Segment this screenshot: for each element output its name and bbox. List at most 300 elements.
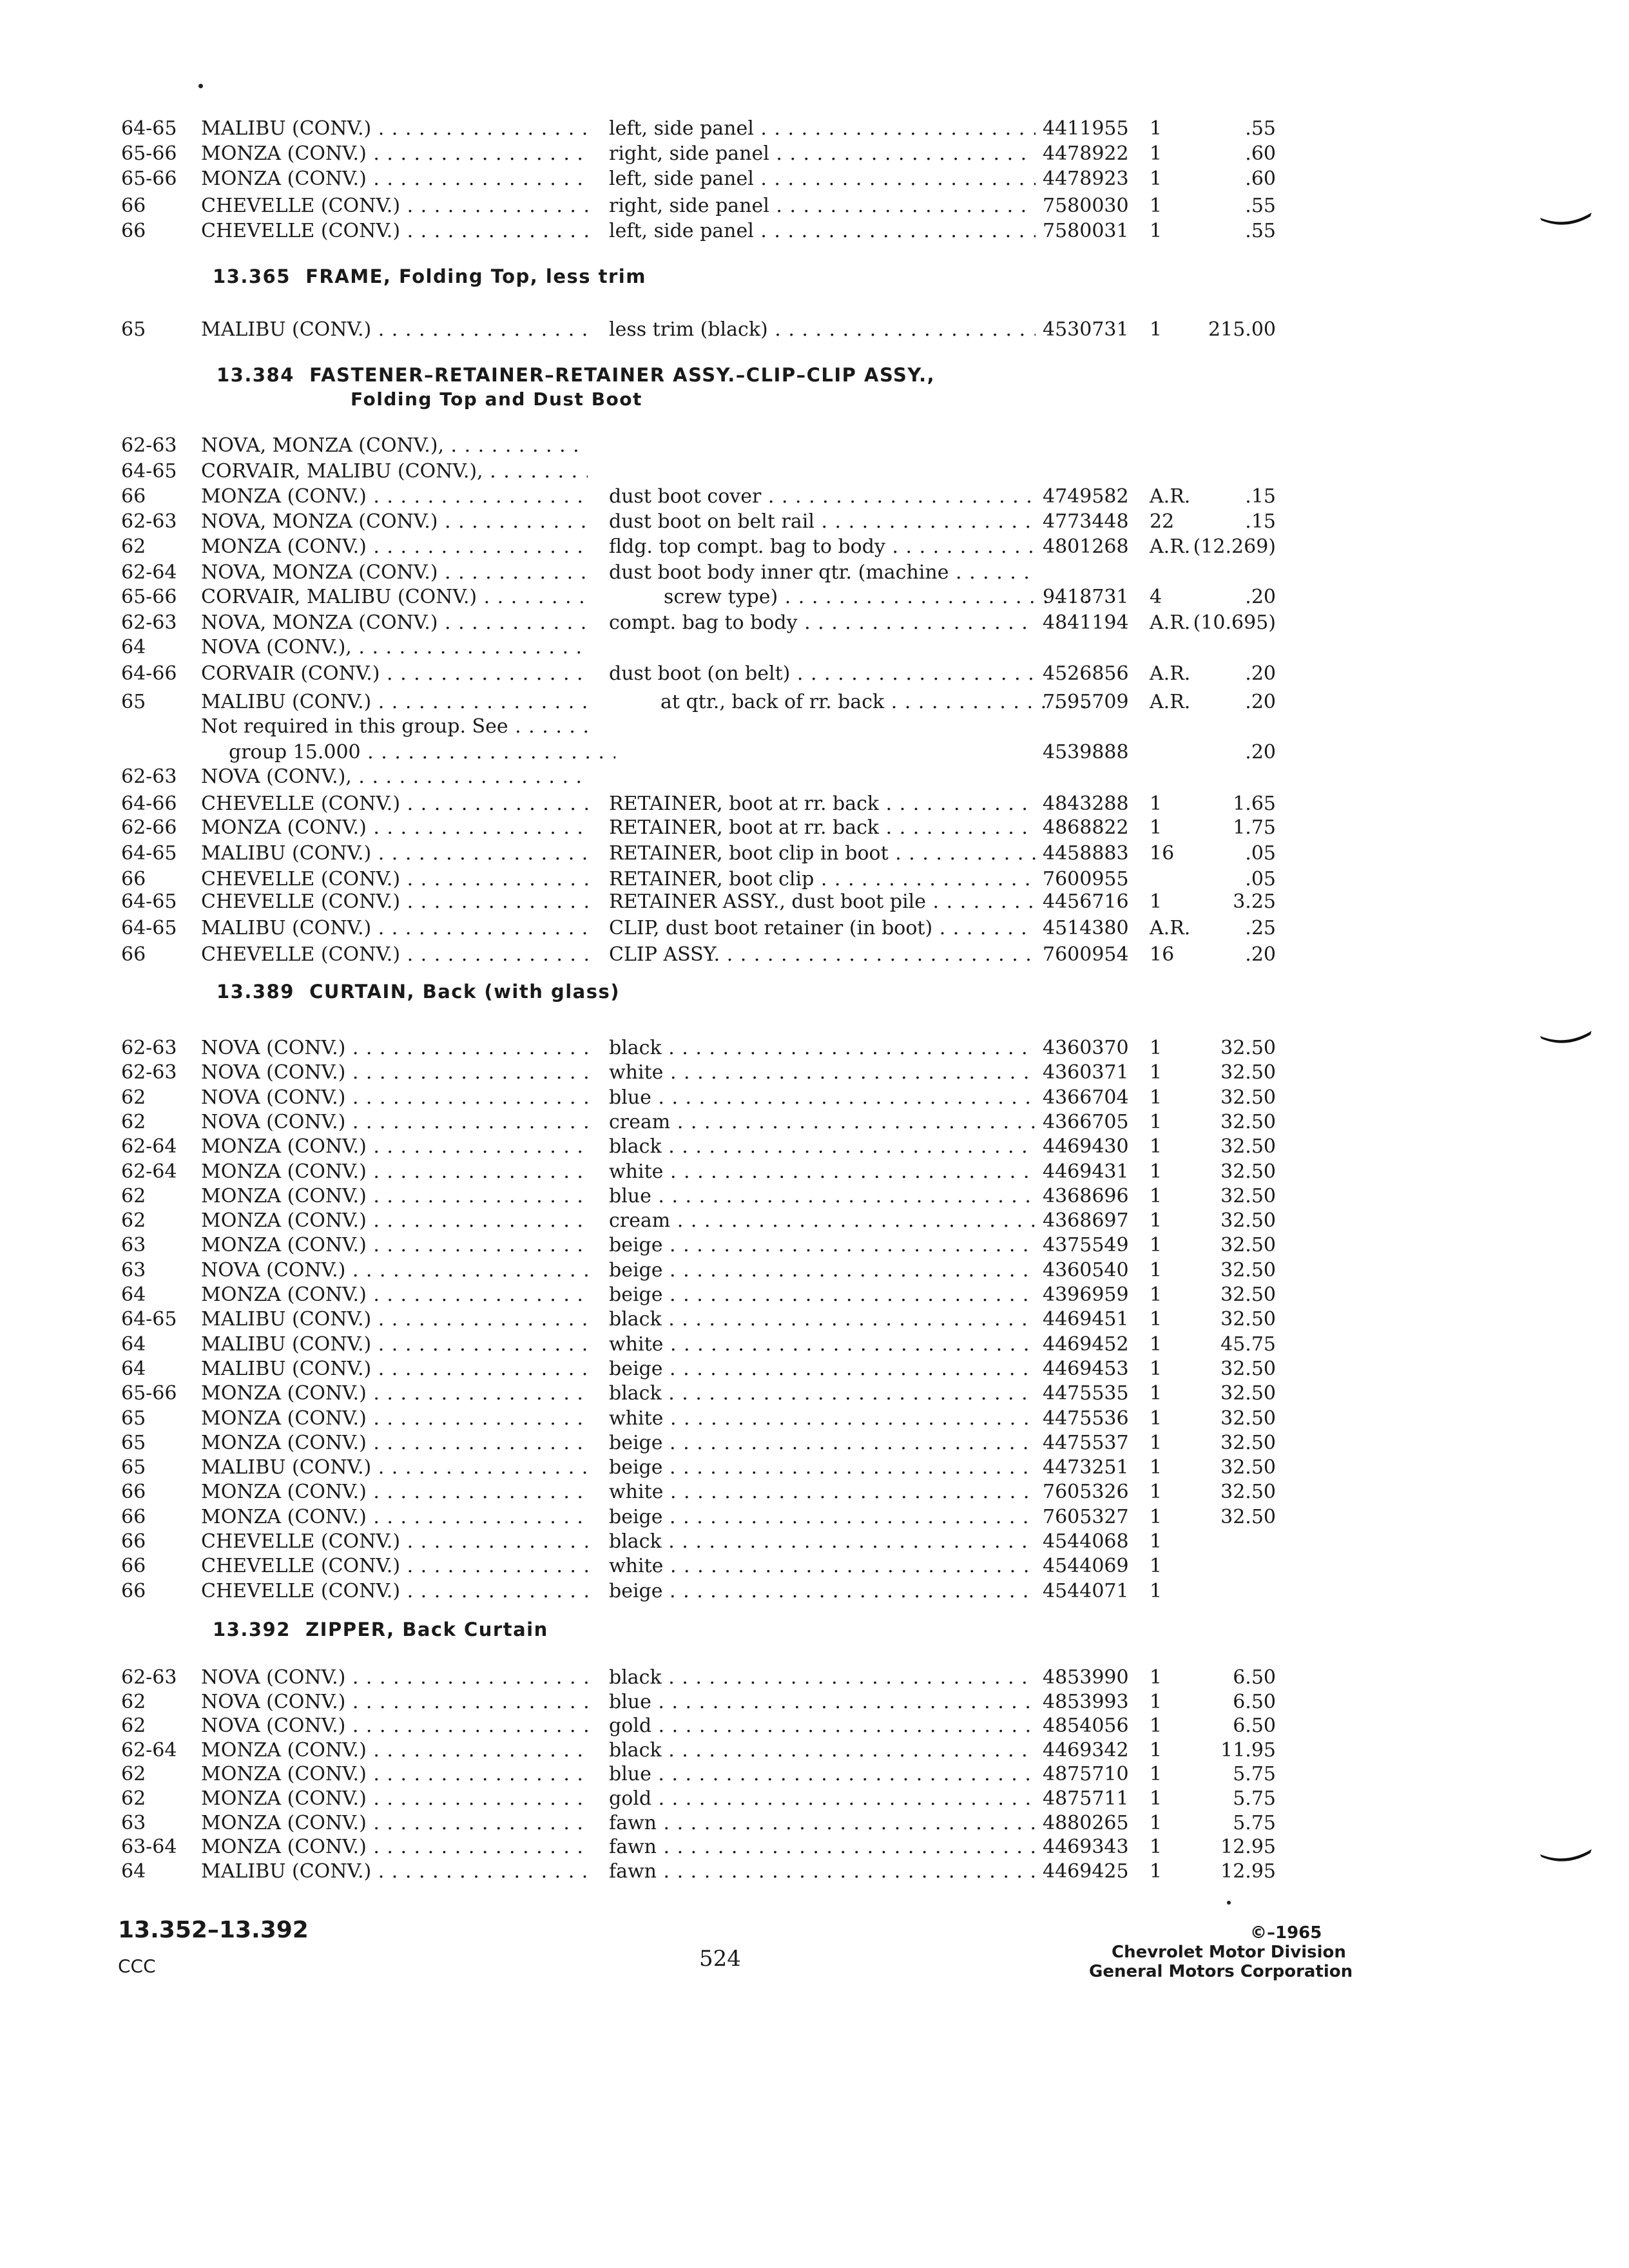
desc-cell: fawn . . . xyxy=(609,1859,1036,1885)
qty-cell: 1 xyxy=(1150,1209,1162,1232)
table-row: 62 MONZA (CONV.) . . . fldg. top compt. bag to body . . . 4801268 A.R. (12.269) xyxy=(0,534,1629,560)
model-cell: CHEVELLE (CONV.) . . . xyxy=(201,218,588,244)
model-cell: CORVAIR, MALIBU (CONV.) . . . xyxy=(201,584,588,610)
qty-cell: A.R. xyxy=(1150,917,1191,939)
part-number: 4773448 xyxy=(1043,510,1129,533)
model-cell: CHEVELLE (CONV.) . . . xyxy=(201,942,588,968)
table-row: 62-63 NOVA (CONV.) . . . black . . . 4853990 1 6.50 xyxy=(0,1665,1629,1691)
model-cell: MONZA (CONV.) . . . xyxy=(201,1282,588,1308)
table-row: 64 MALIBU (CONV.) . . . fawn . . . 4469425 1 12.95 xyxy=(0,1859,1629,1885)
model-cell: MONZA (CONV.) . . . xyxy=(201,1208,588,1234)
model-cell: MALIBU (CONV.) . . . xyxy=(201,1455,588,1481)
part-number: 4456716 xyxy=(1043,890,1129,913)
section-code: 13.384 xyxy=(217,364,294,386)
qty-cell: 1 xyxy=(1150,1691,1162,1713)
table-row xyxy=(0,560,1629,586)
model-cell: NOVA (CONV.) . . . xyxy=(201,1035,588,1061)
part-number: 4469431 xyxy=(1043,1160,1129,1183)
model-cell: MONZA (CONV.) . . . xyxy=(201,1811,588,1836)
qty-cell: 1 xyxy=(1150,1481,1162,1503)
year-cell: 64-66 xyxy=(121,662,177,685)
table-row: 63 NOVA (CONV.) . . . beige . . . 4360540 1 32.50 xyxy=(0,1258,1629,1283)
model-cell: MONZA (CONV.) . . . xyxy=(201,1134,588,1160)
table-row: 66 MONZA (CONV.) . . . white . . . 7605326 1 32.50 xyxy=(0,1479,1629,1505)
desc-cell: dust boot (on belt) . . . xyxy=(609,661,1036,687)
qty-cell: 1 xyxy=(1150,816,1162,839)
section-heading xyxy=(217,981,620,1003)
year-cell: 64-65 xyxy=(121,117,177,140)
desc-cell: white . . . xyxy=(609,1479,1036,1505)
desc-cell: black . . . xyxy=(609,1035,1036,1061)
year-cell: 62 xyxy=(121,535,146,558)
desc-cell: black . . . xyxy=(609,1665,1036,1691)
year-cell: 64 xyxy=(121,1860,146,1883)
section-heading xyxy=(213,265,646,287)
qty-cell: 1 xyxy=(1150,1135,1162,1158)
part-number: 7600954 xyxy=(1043,943,1129,966)
model-cell: NOVA (CONV.) . . . xyxy=(201,1085,588,1111)
section-heading xyxy=(217,364,935,410)
year-cell: 64-65 xyxy=(121,890,177,913)
part-number: 4853993 xyxy=(1043,1691,1129,1713)
table-row: 66 MONZA (CONV.) . . . dust boot cover . . . 4749582 A.R. .15 xyxy=(0,484,1629,510)
table-row: 65-66 MONZA (CONV.) . . . right, side panel . . . 4478922 1 .60 xyxy=(0,141,1629,167)
table-row: 65-66 MONZA (CONV.) . . . black . . . 4475535 1 32.50 xyxy=(0,1381,1629,1407)
model-cell: MONZA (CONV.) . . . xyxy=(201,1184,588,1209)
table-row: 64-66 CHEVELLE (CONV.) . . . RETAINER, boot at rr. back . . . 4843288 1 1.65 xyxy=(0,791,1629,817)
qty-cell: 1 xyxy=(1150,1358,1162,1380)
desc-cell: RETAINER, boot clip . . . xyxy=(609,867,1036,892)
qty-cell: 1 xyxy=(1150,1086,1162,1109)
binding-mark xyxy=(1540,1849,1592,1863)
part-number: 4544071 xyxy=(1043,1580,1129,1602)
table-row xyxy=(0,1529,1629,1555)
table-row: 65 MONZA (CONV.) . . . white . . . 4475536 1 32.50 xyxy=(0,1406,1629,1432)
desc-cell: RETAINER, boot clip in boot . . . xyxy=(609,841,1036,867)
model-cell: MONZA (CONV.) . . . xyxy=(201,1430,588,1456)
year-cell: 64-66 xyxy=(121,793,177,815)
table-row: 64 MALIBU (CONV.) . . . white . . . 4469452 1 45.75 xyxy=(0,1332,1629,1358)
qty-cell: 1 xyxy=(1150,1530,1162,1553)
part-number: 4469451 xyxy=(1043,1308,1129,1331)
model-cell: NOVA (CONV.) . . . xyxy=(201,1110,588,1135)
desc-cell: fawn . . . xyxy=(609,1834,1036,1860)
part-number: 4544069 xyxy=(1043,1555,1129,1577)
desc-cell: beige . . . xyxy=(609,1579,1036,1604)
year-cell: 62 xyxy=(121,1209,146,1232)
group-range: 13.352–13.392 xyxy=(118,1917,309,1943)
model-cell: NOVA, MONZA (CONV.), . . . xyxy=(201,433,588,459)
table-row: group 15.000 . . . 4539888 .20 xyxy=(0,740,1629,765)
table-row: 62-63 NOVA, MONZA (CONV.) . . . compt. bag to body . . . 4841194 A.R. (10.695) xyxy=(0,610,1629,636)
year-cell: 62-63 xyxy=(121,510,177,533)
desc-cell: CLIP ASSY. . . . xyxy=(609,942,1036,968)
qty-cell: 1 xyxy=(1150,1812,1162,1834)
part-number: 4366704 xyxy=(1043,1086,1129,1109)
part-number: 7580031 xyxy=(1043,220,1129,242)
part-number: 7595709 xyxy=(1043,691,1129,713)
year-cell: 65-66 xyxy=(121,586,177,608)
table-row: 62 MONZA (CONV.) . . . gold . . . 4875711 1 5.75 xyxy=(0,1786,1629,1812)
part-number: 4526856 xyxy=(1043,662,1129,685)
desc-cell: right, side panel . . . xyxy=(609,141,1036,167)
year-cell: 66 xyxy=(121,1530,146,1553)
qty-cell: A.R. xyxy=(1150,535,1191,558)
part-number: 4411955 xyxy=(1043,117,1129,140)
year-cell: 62 xyxy=(121,1763,146,1785)
desc-cell: beige . . . xyxy=(609,1258,1036,1283)
desc-cell: beige . . . xyxy=(609,1233,1036,1258)
model-cell: MONZA (CONV.) . . . xyxy=(201,1738,588,1763)
part-number: 4473251 xyxy=(1043,1456,1129,1479)
table-row: 64-65 MALIBU (CONV.) . . . left, side panel . . . 4411955 1 .55 xyxy=(0,116,1629,142)
part-number: 7605327 xyxy=(1043,1506,1129,1528)
qty-cell: 1 xyxy=(1150,1763,1162,1785)
desc-cell: white . . . xyxy=(609,1553,1036,1579)
part-number: 4875710 xyxy=(1043,1763,1129,1785)
model-cell: MONZA (CONV.) . . . xyxy=(201,1233,588,1258)
qty-cell: 16 xyxy=(1150,842,1175,865)
desc-cell: less trim (black) . . . xyxy=(609,317,1036,343)
part-number: 4469342 xyxy=(1043,1739,1129,1762)
desc-cell: black . . . xyxy=(609,1529,1036,1555)
year-cell: 62-64 xyxy=(121,1739,177,1762)
model-cell: MALIBU (CONV.) . . . xyxy=(201,841,588,867)
qty-cell: 1 xyxy=(1150,318,1162,341)
part-number: 4530731 xyxy=(1043,318,1129,341)
qty-cell: 1 xyxy=(1150,1739,1162,1762)
section-subtitle: Folding Top and Dust Boot xyxy=(351,389,642,410)
part-number: 4478922 xyxy=(1043,142,1129,165)
desc-cell: right, side panel . . . xyxy=(609,193,1036,219)
desc-cell: blue . . . xyxy=(609,1762,1036,1787)
table-row: 65-66 CORVAIR, MALIBU (CONV.) . . . screw type) . . . 9418731 4 .20 xyxy=(0,584,1629,610)
table-row: 63-64 MONZA (CONV.) . . . fawn . . . 4469343 1 12.95 xyxy=(0,1834,1629,1860)
table-row: 64-65 MALIBU (CONV.) . . . RETAINER, boot clip in boot . . . 4458883 16 .05 xyxy=(0,841,1629,867)
year-cell: 66 xyxy=(121,195,146,217)
part-number: 4475537 xyxy=(1043,1432,1129,1454)
qty-cell: 1 xyxy=(1150,1407,1162,1430)
page-number: 524 xyxy=(699,1946,741,1972)
model-cell: MONZA (CONV.) . . . xyxy=(201,534,588,560)
table-row xyxy=(0,764,1629,790)
part-number: 4514380 xyxy=(1043,917,1129,939)
year-cell: 64 xyxy=(121,636,146,658)
table-row: 62 MONZA (CONV.) . . . cream . . . 4368697 1 32.50 xyxy=(0,1208,1629,1234)
part-number: 4868822 xyxy=(1043,816,1129,839)
year-cell: 62-63 xyxy=(121,1037,177,1059)
model-cell: NOVA (CONV.) . . . xyxy=(201,1689,588,1715)
table-row: 66 CHEVELLE (CONV.) . . . CLIP ASSY. . . . 7600954 16 .20 xyxy=(0,942,1629,968)
desc-cell: beige . . . xyxy=(609,1455,1036,1481)
model-cell: NOVA (CONV.) . . . xyxy=(201,1665,588,1691)
model-cell: NOVA (CONV.), . . . xyxy=(201,764,588,790)
table-row: 66 CHEVELLE (CONV.) . . . RETAINER, boot clip . . . 7600955 .05 xyxy=(0,867,1629,892)
table-row: 62-66 MONZA (CONV.) . . . RETAINER, boot at rr. back . . . 4868822 1 1.75 xyxy=(0,815,1629,841)
model-cell: MONZA (CONV.) . . . xyxy=(201,484,588,510)
copyright: ©–1965 xyxy=(1250,1923,1322,1943)
part-number: 4853990 xyxy=(1043,1666,1129,1689)
model-cell: MONZA (CONV.) . . . xyxy=(201,1834,588,1860)
desc-cell: beige . . . xyxy=(609,1504,1036,1530)
part-number: 4469343 xyxy=(1043,1836,1129,1858)
model-cell: CORVAIR (CONV.) . . . xyxy=(201,661,588,687)
table-row: 63 MONZA (CONV.) . . . beige . . . 4375549 1 32.50 xyxy=(0,1233,1629,1258)
year-cell: 62-64 xyxy=(121,561,177,584)
year-cell: 62 xyxy=(121,1787,146,1810)
desc-cell: beige . . . xyxy=(609,1356,1036,1382)
table-row: 62 NOVA (CONV.) . . . blue . . . 4366704 1 32.50 xyxy=(0,1085,1629,1111)
part-number: 4841194 xyxy=(1043,611,1129,634)
ink-dot xyxy=(1227,1901,1231,1905)
table-row: 62 NOVA (CONV.) . . . blue . . . 4853993 1 6.50 xyxy=(0,1689,1629,1715)
part-number: 4396959 xyxy=(1043,1283,1129,1306)
model-cell: MONZA (CONV.) . . . xyxy=(201,166,588,192)
qty-cell: 22 xyxy=(1150,510,1175,533)
qty-cell: 1 xyxy=(1150,1185,1162,1207)
table-row: 64-65 MALIBU (CONV.) . . . CLIP, dust boot retainer (in boot) . . . 4514380 A.R. .25 xyxy=(0,916,1629,941)
model-cell: Not required in this group. See . . . xyxy=(201,714,588,740)
section-heading xyxy=(213,1619,548,1640)
model-cell: MONZA (CONV.) . . . xyxy=(201,1159,588,1185)
section-code: 13.392 xyxy=(213,1619,291,1640)
model-cell: CHEVELLE (CONV.) . . . xyxy=(201,1553,588,1579)
desc-cell: dust boot on belt rail . . . xyxy=(609,509,1036,535)
year-cell: 66 xyxy=(121,1506,146,1528)
desc-cell: cream . . . xyxy=(609,1208,1036,1234)
model-cell: MONZA (CONV.) . . . xyxy=(201,1406,588,1432)
desc-cell: blue . . . xyxy=(609,1085,1036,1111)
model-cell: MALIBU (CONV.) . . . xyxy=(201,689,588,715)
part-number: 4843288 xyxy=(1043,793,1129,815)
qty-cell: 1 xyxy=(1150,1382,1162,1405)
table-row: 65 MONZA (CONV.) . . . beige . . . 4475537 1 32.50 xyxy=(0,1430,1629,1456)
qty-cell: 1 xyxy=(1150,168,1162,190)
year-cell: 62 xyxy=(121,1691,146,1713)
year-cell: 62-63 xyxy=(121,1061,177,1084)
year-cell: 62-63 xyxy=(121,434,177,457)
model-cell: group 15.000 . . . xyxy=(229,740,615,765)
part-number: 4475535 xyxy=(1043,1382,1129,1405)
qty-cell: A.R. xyxy=(1150,691,1191,713)
qty-cell: 1 xyxy=(1150,1456,1162,1479)
year-cell: 62 xyxy=(121,1111,146,1133)
part-number: 7580030 xyxy=(1043,195,1129,217)
section-title: FRAME, Folding Top, less trim xyxy=(305,265,646,287)
qty-cell: 1 xyxy=(1150,1283,1162,1306)
part-number: 4375549 xyxy=(1043,1234,1129,1256)
part-number: 7600955 xyxy=(1043,868,1129,890)
desc-cell: fldg. top compt. bag to body . . . xyxy=(609,534,1036,560)
model-cell: MALIBU (CONV.) . . . xyxy=(201,1307,588,1332)
desc-cell: black . . . xyxy=(609,1738,1036,1763)
qty-cell: 1 xyxy=(1150,195,1162,217)
table-row: 62-64 MONZA (CONV.) . . . black . . . 4469342 1 11.95 xyxy=(0,1738,1629,1763)
part-number: 4360540 xyxy=(1043,1259,1129,1282)
year-cell: 66 xyxy=(121,1580,146,1602)
table-row: 62 MONZA (CONV.) . . . blue . . . 4875710 1 5.75 xyxy=(0,1762,1629,1787)
desc-cell: CLIP, dust boot retainer (in boot) . . . xyxy=(609,916,1036,941)
desc-cell: RETAINER, boot at rr. back . . . xyxy=(609,815,1036,841)
part-number: 4880265 xyxy=(1043,1812,1129,1834)
desc-cell: dust boot body inner qtr. (machine . . . xyxy=(609,560,1036,586)
desc-cell: screw type) . . . xyxy=(664,584,1090,610)
table-row: 62-63 NOVA (CONV.) . . . black . . . 4360370 1 32.50 xyxy=(0,1035,1629,1061)
model-cell: NOVA (CONV.) . . . xyxy=(201,1713,588,1739)
table-row: 64 MALIBU (CONV.) . . . beige . . . 4469453 1 32.50 xyxy=(0,1356,1629,1382)
model-cell: NOVA (CONV.), . . . xyxy=(201,635,588,660)
section-title: CURTAIN, Back (with glass) xyxy=(309,981,621,1003)
model-cell: CHEVELLE (CONV.) . . . xyxy=(201,1529,588,1555)
table-row: 64-65 MALIBU (CONV.) . . . black . . . 4469451 1 32.50 xyxy=(0,1307,1629,1332)
division-name: Chevrolet Motor Division xyxy=(1112,1943,1346,1962)
part-number: 4469430 xyxy=(1043,1135,1129,1158)
year-cell: 66 xyxy=(121,1555,146,1577)
year-cell: 63 xyxy=(121,1259,146,1282)
desc-cell: white . . . xyxy=(609,1060,1036,1086)
model-cell: CHEVELLE (CONV.) . . . xyxy=(201,791,588,817)
qty-cell: 1 xyxy=(1150,1506,1162,1528)
model-cell: NOVA (CONV.) . . . xyxy=(201,1258,588,1283)
model-cell: CHEVELLE (CONV.) . . . xyxy=(201,1579,588,1604)
qty-cell: 1 xyxy=(1150,1308,1162,1331)
year-cell: 62 xyxy=(121,1715,146,1737)
model-cell: MALIBU (CONV.) . . . xyxy=(201,317,588,343)
desc-cell: white . . . xyxy=(609,1159,1036,1185)
year-cell: 64-65 xyxy=(121,917,177,939)
table-row: 65 MALIBU (CONV.) . . . at qtr., back of rr. back . . . 7595709 A.R. .20 xyxy=(0,689,1629,715)
year-cell: 66 xyxy=(121,1481,146,1503)
table-row: 62-64 MONZA (CONV.) . . . white . . . 4469431 1 32.50 xyxy=(0,1159,1629,1185)
desc-cell: compt. bag to body . . . xyxy=(609,610,1036,636)
desc-cell: beige . . . xyxy=(609,1282,1036,1308)
model-cell: MALIBU (CONV.) . . . xyxy=(201,1356,588,1382)
desc-cell: black . . . xyxy=(609,1381,1036,1407)
model-cell: CHEVELLE (CONV.) . . . xyxy=(201,889,588,915)
part-number: 4469425 xyxy=(1043,1860,1129,1883)
table-row: 66 CHEVELLE (CONV.) . . . right, side panel . . . 7580030 1 .55 xyxy=(0,193,1629,219)
model-cell: MONZA (CONV.) . . . xyxy=(201,1786,588,1812)
qty-cell: 1 xyxy=(1150,1234,1162,1256)
model-cell: MONZA (CONV.) . . . xyxy=(201,141,588,167)
model-cell: MONZA (CONV.) . . . xyxy=(201,1381,588,1407)
desc-cell: beige . . . xyxy=(609,1430,1036,1456)
table-row: 64-65 CHEVELLE (CONV.) . . . RETAINER ASSY., dust boot pile . . . 4456716 1 3.25 xyxy=(0,889,1629,915)
qty-cell: 1 xyxy=(1150,1666,1162,1689)
part-number: 4360370 xyxy=(1043,1037,1129,1059)
model-cell: MONZA (CONV.) . . . xyxy=(201,1504,588,1530)
desc-cell: at qtr., back of rr. back . . . xyxy=(660,689,1087,715)
year-cell: 62-66 xyxy=(121,816,177,839)
part-number: 4368697 xyxy=(1043,1209,1129,1232)
desc-cell: RETAINER, boot at rr. back . . . xyxy=(609,791,1036,817)
year-cell: 63 xyxy=(121,1812,146,1834)
desc-cell: black . . . xyxy=(609,1134,1036,1160)
qty-cell: 1 xyxy=(1150,890,1162,913)
desc-cell: white . . . xyxy=(609,1406,1036,1432)
qty-cell: 1 xyxy=(1150,1111,1162,1133)
desc-cell: left, side panel . . . xyxy=(609,116,1036,142)
part-number: 4478923 xyxy=(1043,168,1129,190)
qty-cell: 1 xyxy=(1150,1555,1162,1577)
model-cell: MALIBU (CONV.) . . . xyxy=(201,1332,588,1358)
year-cell: 66 xyxy=(121,943,146,966)
qty-cell: 4 xyxy=(1150,586,1162,608)
desc-cell: white . . . xyxy=(609,1332,1036,1358)
part-number: 9418731 xyxy=(1043,586,1129,608)
part-number: 4360371 xyxy=(1043,1061,1129,1084)
desc-cell: black . . . xyxy=(609,1307,1036,1332)
year-cell: 64-65 xyxy=(121,460,177,483)
year-cell: 64 xyxy=(121,1283,146,1306)
table-row: 66 MONZA (CONV.) . . . beige . . . 7605327 1 32.50 xyxy=(0,1504,1629,1530)
table-row xyxy=(0,459,1629,485)
desc-cell: left, side panel . . . xyxy=(609,166,1036,192)
binding-mark xyxy=(1540,213,1592,227)
table-row: 65-66 MONZA (CONV.) . . . left, side panel . . . 4478923 1 .60 xyxy=(0,166,1629,192)
qty-cell: 1 xyxy=(1150,1432,1162,1454)
model-cell: NOVA, MONZA (CONV.) . . . xyxy=(201,610,588,636)
table-row xyxy=(0,635,1629,660)
table-row: 63 MONZA (CONV.) . . . fawn . . . 4880265 1 5.75 xyxy=(0,1811,1629,1836)
desc-cell: cream . . . xyxy=(609,1110,1036,1135)
model-cell: CHEVELLE (CONV.) . . . xyxy=(201,193,588,219)
table-row: 66 CHEVELLE (CONV.) . . . left, side panel . . . 7580031 1 .55 xyxy=(0,218,1629,244)
desc-cell: left, side panel . . . xyxy=(609,218,1036,244)
part-number: 4544068 xyxy=(1043,1530,1129,1553)
model-cell: MALIBU (CONV.) . . . xyxy=(201,116,588,142)
year-cell: 65 xyxy=(121,691,146,713)
model-cell: MALIBU (CONV.) . . . xyxy=(201,916,588,941)
qty-cell: 1 xyxy=(1150,1787,1162,1810)
table-row: 64 MONZA (CONV.) . . . beige . . . 4396959 1 32.50 xyxy=(0,1282,1629,1308)
model-cell: MONZA (CONV.) . . . xyxy=(201,1762,588,1787)
catalog-code: CCC xyxy=(118,1956,156,1977)
desc-cell: fawn . . . xyxy=(609,1811,1036,1836)
year-cell: 65 xyxy=(121,1432,146,1454)
model-cell: CHEVELLE (CONV.) . . . xyxy=(201,867,588,892)
year-cell: 62-63 xyxy=(121,1666,177,1689)
qty-cell: 1 xyxy=(1150,142,1162,165)
table-row: 62-63 NOVA (CONV.) . . . white . . . 4360371 1 32.50 xyxy=(0,1060,1629,1086)
table-row xyxy=(0,433,1629,459)
desc-cell: RETAINER ASSY., dust boot pile . . . xyxy=(609,889,1036,915)
year-cell: 63 xyxy=(121,1234,146,1256)
model-cell: MONZA (CONV.) . . . xyxy=(201,1479,588,1505)
qty-cell: 1 xyxy=(1150,1836,1162,1858)
year-cell: 65 xyxy=(121,318,146,341)
year-cell: 62-64 xyxy=(121,1135,177,1158)
model-cell: CORVAIR, MALIBU (CONV.), . . . xyxy=(201,459,588,485)
table-row: 62 MONZA (CONV.) . . . blue . . . 4368696 1 32.50 xyxy=(0,1184,1629,1209)
part-number: 4749582 xyxy=(1043,485,1129,508)
part-number: 4469453 xyxy=(1043,1358,1129,1380)
year-cell: 64-65 xyxy=(121,1308,177,1331)
table-row: 65 MALIBU (CONV.) . . . beige . . . 4473251 1 32.50 xyxy=(0,1455,1629,1481)
part-number: 4469452 xyxy=(1043,1333,1129,1356)
year-cell: 63-64 xyxy=(121,1836,177,1858)
qty-cell: 1 xyxy=(1150,793,1162,815)
model-cell: MALIBU (CONV.) . . . xyxy=(201,1859,588,1885)
desc-cell: gold . . . xyxy=(609,1713,1036,1739)
table-row: 62-63 NOVA, MONZA (CONV.) . . . dust boot on belt rail . . . 4773448 22 .15 xyxy=(0,509,1629,535)
year-cell: 62-63 xyxy=(121,765,177,788)
qty-cell: 1 xyxy=(1150,117,1162,140)
desc-cell: blue . . . xyxy=(609,1184,1036,1209)
part-number: 4539888 xyxy=(1043,741,1129,764)
qty-cell: 1 xyxy=(1150,1715,1162,1737)
section-title: ZIPPER, Back Curtain xyxy=(305,1619,548,1640)
